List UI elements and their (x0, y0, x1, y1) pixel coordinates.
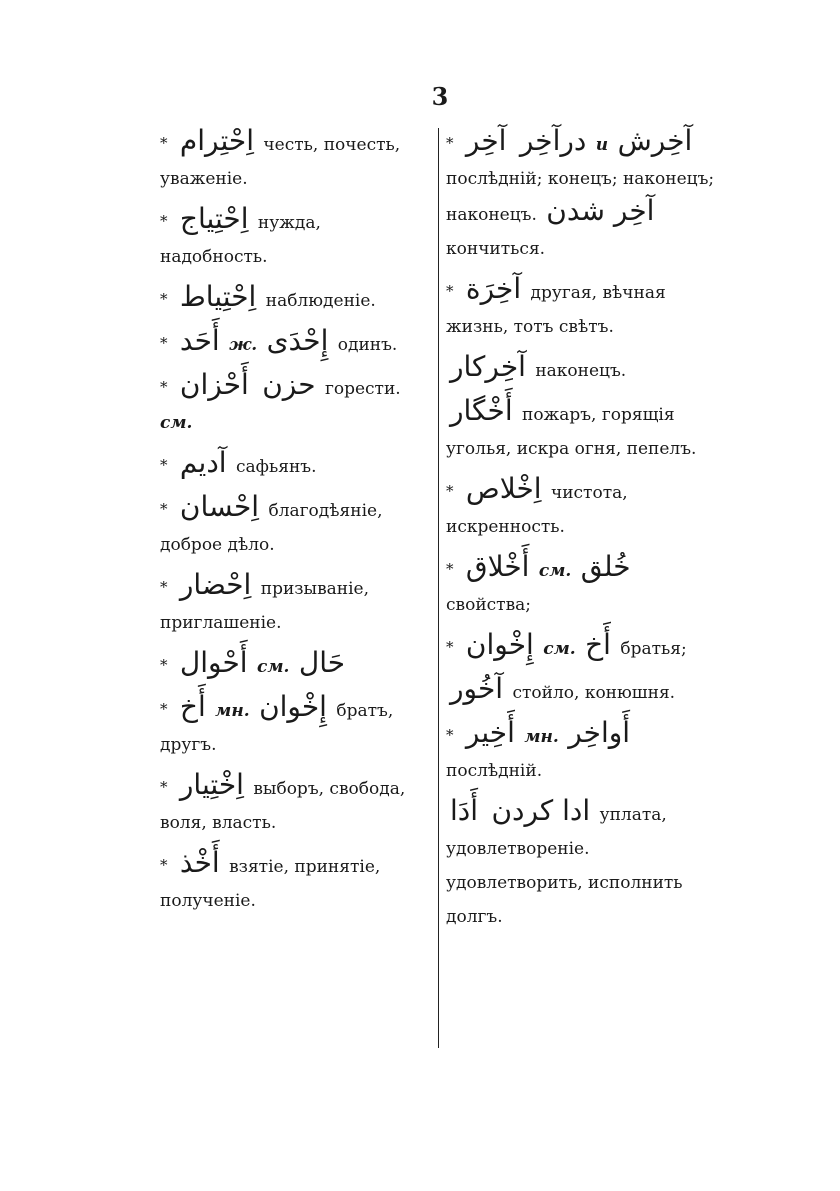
definition-text: наблюденіе. (265, 291, 376, 311)
definition-text: другая, вѣчная жизнь, тотъ свѣтъ. (446, 283, 666, 337)
page-number: 3 (431, 82, 449, 111)
arabic-headword: آخِرَة (465, 272, 522, 305)
definition-text: нужда, надобность. (160, 213, 321, 267)
definition-text: чистота, искренность. (446, 483, 628, 537)
entry-star: * (446, 482, 454, 500)
entry-star: * (160, 378, 168, 396)
entry-star: * (160, 212, 168, 230)
definition-text: стойло, конюшня. (512, 683, 676, 703)
definition-text: свойства; (446, 595, 532, 615)
dictionary-entry (160, 570, 428, 640)
entry-star: * (160, 578, 168, 596)
dictionary-entry (160, 204, 428, 274)
dictionary-entry (160, 848, 428, 918)
entry-star: * (160, 656, 168, 674)
arabic-headword: إِخْوان (465, 628, 534, 661)
entry-star: * (160, 500, 168, 518)
definition-text: наконецъ. (535, 361, 627, 381)
entry-star: * (446, 282, 454, 300)
dictionary-entry (160, 282, 428, 318)
arabic-form: آخِرش (617, 124, 693, 157)
definition-text: горести. (324, 379, 401, 399)
abbreviation: мн. (215, 701, 250, 721)
definition-text: удовлетворить, исполнить долгъ. (446, 873, 683, 927)
arabic-headword: أَخ (179, 690, 206, 723)
abbreviation: мн. (524, 727, 559, 747)
arabic-form: حَال (298, 646, 346, 679)
column-divider (438, 128, 439, 1048)
dictionary-entry (160, 326, 428, 362)
dictionary-entry (446, 396, 722, 466)
conjunction: и (595, 135, 609, 155)
abbreviation: см. (543, 639, 576, 659)
dictionary-entry (160, 692, 428, 762)
dictionary-entry (446, 552, 722, 622)
arabic-form: حزن (262, 368, 316, 401)
right-column (446, 126, 722, 942)
definition-text: пожаръ, горящія уголья, искра огня, пепелъ. (446, 405, 697, 459)
entry-star: * (160, 290, 168, 308)
arabic-form: ادا كردن (491, 794, 591, 827)
definition-text: кончиться. (446, 239, 546, 259)
arabic-form: إِحْدَى (266, 324, 329, 357)
abbreviation: см. (538, 561, 572, 581)
arabic-headword: آخِركار (450, 350, 526, 383)
arabic-headword: آديم (179, 446, 227, 479)
dictionary-entry (160, 370, 428, 440)
dictionary-entry (446, 796, 722, 934)
entry-star: * (446, 560, 454, 578)
arabic-headword: آخُور (450, 672, 504, 705)
arabic-headword: آخِر (465, 124, 507, 157)
arabic-headword: أَخِير (465, 716, 515, 749)
definition-text: честь, почесть, уваженіе. (160, 135, 401, 189)
entry-star: * (160, 778, 168, 796)
dictionary-entry (160, 492, 428, 562)
dictionary-entry (446, 718, 722, 788)
abbreviation: см. (160, 413, 193, 433)
arabic-headword: اِحْتِياط (179, 280, 257, 313)
definition-text: благодѣяніе, доброе дѣло. (160, 501, 383, 555)
arabic-headword: أَخْگار (450, 394, 513, 427)
arabic-headword: أَحْوال (179, 646, 248, 679)
arabic-headword: اِخْتِيار (179, 768, 244, 801)
arabic-form: إِخْوان (259, 690, 327, 723)
abbreviation: ж. (229, 335, 258, 355)
abbreviation: см. (257, 657, 290, 677)
dictionary-entry (446, 352, 722, 388)
entry-star: * (160, 700, 168, 718)
definition-text: сафьянъ. (236, 457, 317, 477)
entry-star: * (160, 456, 168, 474)
definition-text: выборъ, свобода, воля, власть. (160, 779, 406, 833)
entry-star: * (160, 134, 168, 152)
definition-text: братъ, другъ. (160, 701, 394, 755)
dictionary-entry (160, 126, 428, 196)
entry-star: * (446, 726, 454, 744)
dictionary-entry (446, 630, 722, 666)
arabic-form: درآخِر (519, 124, 587, 157)
definition-text: братья; (620, 639, 687, 659)
definition-text: взятіе, принятіе, полученіе. (160, 857, 381, 911)
arabic-headword: أَخْذ (179, 846, 220, 879)
definition-text: наконецъ. (446, 205, 537, 225)
dictionary-entry (160, 448, 428, 484)
entry-star: * (160, 856, 168, 874)
arabic-form: أَواخِر (568, 716, 631, 749)
arabic-headword: اِحْتِرام (179, 124, 255, 157)
arabic-form: خُلق (580, 550, 631, 583)
arabic-headword: أَحَد (179, 324, 220, 357)
arabic-headword: اِحْتِياج (179, 202, 249, 235)
dictionary-entry (446, 274, 722, 344)
entry-star: * (446, 134, 454, 152)
dictionary-entry (160, 770, 428, 840)
entry-gap (446, 934, 722, 942)
arabic-form: أَخ (585, 628, 611, 661)
dictionary-entry (446, 674, 722, 710)
entry-star: * (446, 638, 454, 656)
arabic-headword: اِخْلاص (465, 472, 542, 505)
left-column (160, 126, 428, 926)
arabic-headword: اِحْسان (179, 490, 260, 523)
arabic-headword: أَخْلاق (465, 550, 530, 583)
arabic-headword: أَحْزان (179, 368, 249, 401)
definition-text: призываніе, приглашеніе. (160, 579, 370, 633)
dictionary-entry (160, 648, 428, 684)
dictionary-entry (446, 474, 722, 544)
entry-gap (160, 918, 428, 926)
definition-text: послѣдній; конецъ; наконецъ; (446, 169, 715, 189)
arabic-headword: أَدَا (450, 794, 479, 827)
definition-text: одинъ. (337, 335, 398, 355)
definition-text: послѣдній. (446, 761, 543, 781)
arabic-headword: اِحْضار (179, 568, 252, 601)
definition-text: уплата, удовлетвореніе. (446, 805, 667, 859)
arabic-form: آخِر شدن (546, 194, 655, 227)
dictionary-entry (446, 126, 722, 266)
entry-star: * (160, 334, 168, 352)
